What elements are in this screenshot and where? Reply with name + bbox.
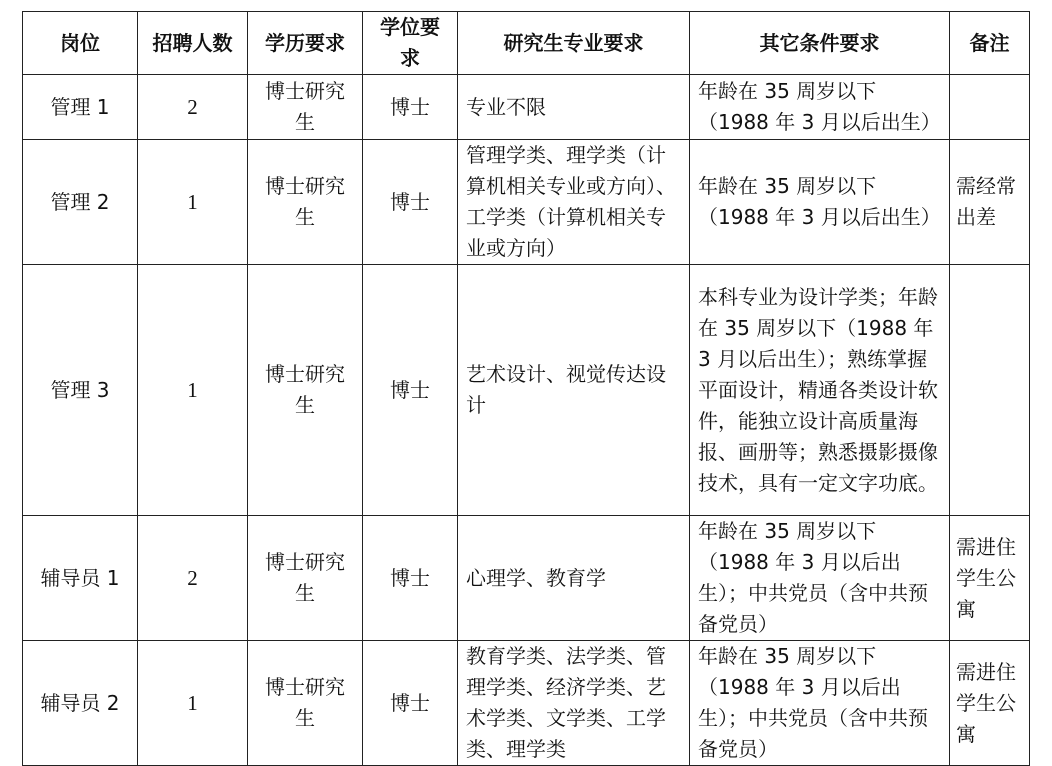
header-education: 学历要求 <box>248 12 363 75</box>
cell-count: 1 <box>138 641 248 766</box>
header-major: 研究生专业要求 <box>458 12 690 75</box>
cell-major: 教育学类、法学类、管理学类、经济学类、艺术学类、文学类、工学类、理学类 <box>458 641 690 766</box>
cell-major: 心理学、教育学 <box>458 516 690 641</box>
cell-education: 博士研究生 <box>248 516 363 641</box>
cell-degree: 博士 <box>363 516 458 641</box>
cell-education: 博士研究生 <box>248 641 363 766</box>
header-note: 备注 <box>950 12 1030 75</box>
header-position: 岗位 <box>23 12 138 75</box>
cell-degree: 博士 <box>363 641 458 766</box>
cell-major: 专业不限 <box>458 75 690 140</box>
cell-other: 本科专业为设计学类；年龄在 35 周岁以下（1988 年 3 月以后出生）；熟练掌握平面设计，精通各类设计软件，能独立设计高质量海报、画册等；熟悉摄影摄像技术，具有一定文字功底。 <box>690 265 950 516</box>
table-row <box>23 265 1030 516</box>
cell-degree: 博士 <box>363 75 458 140</box>
cell-count: 1 <box>138 265 248 516</box>
cell-count: 1 <box>138 140 248 265</box>
table-row <box>23 516 1030 641</box>
cell-major: 艺术设计、视觉传达设计 <box>458 265 690 516</box>
cell-position: 管理 2 <box>23 140 138 265</box>
cell-note: 需经常出差 <box>950 140 1030 265</box>
cell-other: 年龄在 35 周岁以下（1988 年 3 月以后出生）；中共党员（含中共预备党员） <box>690 641 950 766</box>
cell-position: 管理 3 <box>23 265 138 516</box>
cell-major: 管理学类、理学类（计算机相关专业或方向）、工学类（计算机相关专业或方向） <box>458 140 690 265</box>
cell-other: 年龄在 35 周岁以下（1988 年 3 月以后出生） <box>690 75 950 140</box>
cell-note: 需进住学生公寓 <box>950 641 1030 766</box>
recruitment-table <box>22 11 1030 766</box>
cell-note <box>950 265 1030 516</box>
cell-degree: 博士 <box>363 265 458 516</box>
cell-note: 需进住学生公寓 <box>950 516 1030 641</box>
cell-position: 辅导员 1 <box>23 516 138 641</box>
cell-position: 管理 1 <box>23 75 138 140</box>
cell-degree: 博士 <box>363 140 458 265</box>
cell-other: 年龄在 35 周岁以下（1988 年 3 月以后出生）；中共党员（含中共预备党员） <box>690 516 950 641</box>
table-row <box>23 641 1030 766</box>
cell-education: 博士研究生 <box>248 265 363 516</box>
header-row <box>23 12 1030 75</box>
cell-other: 年龄在 35 周岁以下（1988 年 3 月以后出生） <box>690 140 950 265</box>
cell-count: 2 <box>138 516 248 641</box>
header-other: 其它条件要求 <box>690 12 950 75</box>
table-row <box>23 140 1030 265</box>
cell-note <box>950 75 1030 140</box>
cell-count: 2 <box>138 75 248 140</box>
cell-position: 辅导员 2 <box>23 641 138 766</box>
table-row <box>23 75 1030 140</box>
header-degree: 学位要求 <box>363 12 458 75</box>
cell-education: 博士研究生 <box>248 75 363 140</box>
header-count: 招聘人数 <box>138 12 248 75</box>
cell-education: 博士研究生 <box>248 140 363 265</box>
